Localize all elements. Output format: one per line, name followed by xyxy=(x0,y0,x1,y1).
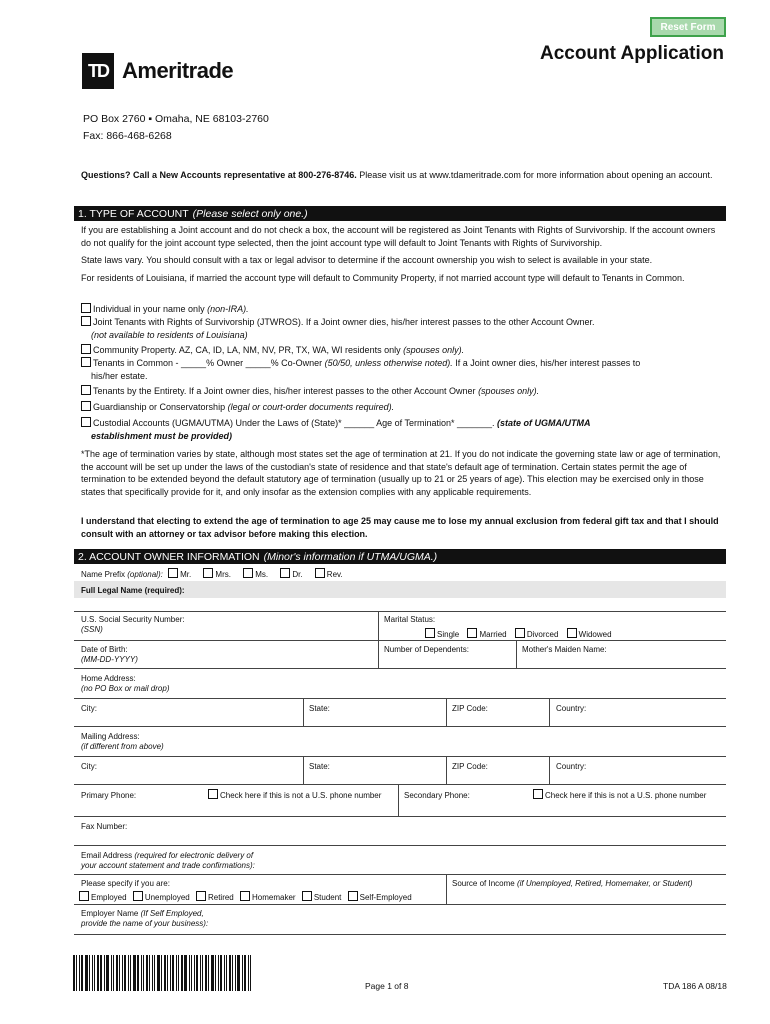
primary-non-us-checkbox[interactable] xyxy=(208,789,218,799)
option-custodial xyxy=(81,417,721,442)
mailing-address-field[interactable] xyxy=(81,732,164,752)
barcode-stripe xyxy=(133,955,136,991)
barcode-stripe xyxy=(124,955,126,991)
barcode-stripe xyxy=(89,955,90,991)
mailing-state-field[interactable]: State: xyxy=(309,762,330,771)
divider xyxy=(446,874,447,904)
divider xyxy=(74,874,726,875)
source-of-income-field[interactable] xyxy=(452,879,693,889)
mailing-country-field[interactable]: Country: xyxy=(556,762,587,771)
ssn-note: (SSN) xyxy=(81,625,103,634)
home-address-note: (no PO Box or mail drop) xyxy=(81,684,170,693)
understand-statement: I understand that electing to extend the age of termination to age 25 may cause me to lose my annual exclusion from federal gift tax and that I should consult with an attorney or tax advisor before making this election. xyxy=(81,516,719,539)
self-employed-label: Self-Employed xyxy=(359,893,412,902)
marital-single-label: Single xyxy=(437,630,460,639)
divider xyxy=(516,640,517,668)
marital-widowed-label: Widowed xyxy=(578,630,612,639)
entirety-checkbox[interactable] xyxy=(81,385,91,395)
barcode-stripe xyxy=(244,955,246,991)
custodial-note-a: (state of UGMA/UTMA xyxy=(494,418,591,428)
jtwros-checkbox[interactable] xyxy=(81,316,91,326)
primary-non-us-label: Check here if this is not a U.S. phone number xyxy=(220,791,382,800)
guardianship-label: Guardianship or Conservatorship xyxy=(93,402,226,412)
barcode-stripe xyxy=(149,955,150,991)
home-city-field[interactable]: City: xyxy=(81,704,97,713)
marital-label: Marital Status: xyxy=(384,615,436,624)
employment-options xyxy=(79,891,412,903)
mailing-city-field[interactable]: City: xyxy=(81,762,97,771)
divider xyxy=(303,698,304,726)
tenants-common-label-b: If a Joint owner dies, his/her interest passes to xyxy=(452,358,641,368)
home-address-label: Home Address: xyxy=(81,674,136,683)
barcode-stripe xyxy=(215,955,216,991)
barcode-stripe xyxy=(100,955,102,991)
divider xyxy=(74,726,726,727)
barcode-stripe xyxy=(178,955,179,991)
barcode-stripe xyxy=(137,955,139,991)
secondary-phone-field[interactable]: Secondary Phone: xyxy=(404,791,470,800)
barcode-stripe xyxy=(92,955,93,991)
marital-options xyxy=(425,628,612,640)
divider xyxy=(74,640,726,641)
individual-label: Individual in your name only xyxy=(93,304,205,314)
barcode-stripe xyxy=(200,955,201,991)
barcode-stripe xyxy=(128,955,129,991)
barcode-stripe xyxy=(176,955,177,991)
community-note: (spouses only). xyxy=(403,345,465,355)
prefix-dr-checkbox[interactable] xyxy=(280,568,290,578)
home-state-field[interactable]: State: xyxy=(309,704,330,713)
employer-note-b: provide the name of your business): xyxy=(81,919,209,928)
barcode-stripe xyxy=(152,955,153,991)
divider xyxy=(549,698,550,726)
barcode-stripe xyxy=(157,955,160,991)
community-checkbox[interactable] xyxy=(81,344,91,354)
self-employed-checkbox[interactable] xyxy=(348,891,358,901)
employer-note-a: (If Self Employed, xyxy=(140,909,204,918)
employed-checkbox[interactable] xyxy=(79,891,89,901)
mailing-zip-field[interactable]: ZIP Code: xyxy=(452,762,488,771)
homemaker-label: Homemaker xyxy=(252,893,296,902)
barcode-stripe xyxy=(119,955,120,991)
barcode-stripe xyxy=(73,955,75,991)
barcode-stripe xyxy=(237,955,240,991)
barcode-stripe xyxy=(226,955,227,991)
barcode-stripe xyxy=(224,955,225,991)
barcode-stripe xyxy=(104,955,105,991)
barcode-stripe xyxy=(170,955,171,991)
barcode-stripe xyxy=(97,955,99,991)
marital-divorced-checkbox[interactable] xyxy=(515,628,525,638)
prefix-mrs-checkbox[interactable] xyxy=(203,568,213,578)
barcode-stripe xyxy=(111,955,112,991)
divider xyxy=(74,845,726,846)
divider xyxy=(74,904,726,905)
barcode-stripe xyxy=(143,955,144,991)
entirety-note: (spouses only). xyxy=(478,386,540,396)
primary-phone-field[interactable]: Primary Phone: xyxy=(81,791,137,800)
full-legal-name-input[interactable] xyxy=(81,599,726,611)
barcode-stripe xyxy=(167,955,168,991)
section-2-subtitle: (Minor's information if UTMA/UGMA.) xyxy=(263,550,438,563)
home-zip-field[interactable]: ZIP Code: xyxy=(452,704,488,713)
barcode-stripe xyxy=(164,955,166,991)
barcode-stripe xyxy=(202,955,203,991)
barcode-stripe xyxy=(196,955,198,991)
barcode-stripe xyxy=(172,955,174,991)
name-prefix-note: (optional): xyxy=(127,570,163,579)
jtwros-label: Joint Tenants with Rights of Survivorship (JTWROS). If a Joint owner dies, his/her interest passes to the other Account Owner. xyxy=(93,317,595,327)
homemaker-checkbox[interactable] xyxy=(240,891,250,901)
barcode-stripe xyxy=(81,955,83,991)
marital-single-checkbox[interactable] xyxy=(425,628,435,638)
form-code: TDA 186 A 08/18 xyxy=(663,981,727,991)
divider xyxy=(74,934,726,935)
secondary-non-us-checkbox[interactable] xyxy=(533,789,543,799)
tenants-common-note: (50/50, unless otherwise noted). xyxy=(324,358,453,368)
employer-name-field[interactable] xyxy=(81,909,208,929)
student-checkbox[interactable] xyxy=(302,891,312,901)
divider xyxy=(446,756,447,784)
guardianship-checkbox[interactable] xyxy=(81,401,91,411)
barcode-stripe xyxy=(242,955,243,991)
home-address-field[interactable] xyxy=(81,674,169,694)
option-tenants-common xyxy=(81,357,721,382)
ssn-label: U.S. Social Security Number: xyxy=(81,615,185,624)
barcode-stripe xyxy=(106,955,109,991)
option-guardianship xyxy=(81,401,721,414)
custodial-checkbox[interactable] xyxy=(81,417,91,427)
barcode-stripe xyxy=(229,955,231,991)
section-1-header xyxy=(74,206,726,221)
barcode-stripe xyxy=(154,955,155,991)
prefix-rev-label: Rev. xyxy=(326,570,343,579)
name-prefix-label: Name Prefix xyxy=(81,570,126,579)
divider xyxy=(398,784,399,816)
ssn-field[interactable] xyxy=(81,615,185,635)
dob-field[interactable] xyxy=(81,645,138,665)
individual-note: (non-IRA). xyxy=(207,304,249,314)
divider xyxy=(74,784,726,785)
divider xyxy=(303,756,304,784)
divider xyxy=(74,668,726,669)
email-label: Email Address xyxy=(81,851,133,860)
divider xyxy=(549,756,550,784)
reset-form-button[interactable]: Reset Form xyxy=(650,17,726,37)
questions-bold: Questions? Call a New Accounts representative at 800-276-8746. xyxy=(81,170,357,180)
community-label: Community Property. AZ, CA, ID, LA, NM, NV, PR, TX, WA, WI residents only xyxy=(93,345,401,355)
barcode-stripe xyxy=(211,955,214,991)
marital-married-checkbox[interactable] xyxy=(467,628,477,638)
income-label: Source of Income xyxy=(452,879,515,888)
individual-checkbox[interactable] xyxy=(81,303,91,313)
tenants-common-label: Tenants in Common - _____% Owner _____% Co-Owner xyxy=(93,358,323,368)
option-individual xyxy=(81,303,721,316)
retired-checkbox[interactable] xyxy=(196,891,206,901)
fax-number: Fax: 866-468-6268 xyxy=(83,130,172,142)
barcode xyxy=(73,955,253,991)
divider xyxy=(74,816,726,817)
logo-wordmark: Ameritrade xyxy=(122,58,234,83)
unemployed-checkbox[interactable] xyxy=(133,891,143,901)
logo xyxy=(82,53,233,89)
barcode-stripe xyxy=(141,955,142,991)
barcode-stripe xyxy=(189,955,190,991)
barcode-stripe xyxy=(79,955,80,991)
mailing-address-note: (if different from above) xyxy=(81,742,164,751)
marital-widowed-checkbox[interactable] xyxy=(567,628,577,638)
student-label: Student xyxy=(313,893,342,902)
td-logo-mark: TD xyxy=(82,53,114,89)
divider xyxy=(74,698,726,699)
barcode-stripe xyxy=(205,955,207,991)
section-1-subtitle: (Please select only one.) xyxy=(192,207,308,220)
louisiana-text: For residents of Louisiana, if married the account type will default to Community Property, if not married account type will default to Tenants in Common. xyxy=(81,273,685,283)
barcode-stripe xyxy=(191,955,192,991)
barcode-stripe xyxy=(181,955,183,991)
specify-label: Please specify if you are: xyxy=(81,879,170,888)
email-note-a: (required for electronic delivery of xyxy=(134,851,254,860)
option-community xyxy=(81,344,721,357)
retired-label: Retired xyxy=(207,893,234,902)
section-2-title: 2. ACCOUNT OWNER INFORMATION xyxy=(78,550,260,563)
barcode-stripe xyxy=(130,955,131,991)
maiden-name-field[interactable]: Mother's Maiden Name: xyxy=(522,645,607,654)
tenants-common-label-c: his/her estate. xyxy=(91,370,148,381)
home-country-field[interactable]: Country: xyxy=(556,704,587,713)
custodial-note-b: establishment must be provided) xyxy=(91,430,233,441)
prefix-rev-checkbox[interactable] xyxy=(315,568,325,578)
divider xyxy=(446,698,447,726)
barcode-stripe xyxy=(161,955,162,991)
barcode-stripe xyxy=(113,955,114,991)
joint-default-text: If you are establishing a Joint account and do not check a box, the account will be registered as Joint Tenants with Rights of Survivorship. If the account owners do not qualify for the joint account type selected, then the joint account type will default to Joint Tenants with Rights of Survivorship. xyxy=(81,225,716,248)
mailing-address: PO Box 2760 ▪ Omaha, NE 68103-2760 xyxy=(83,113,269,125)
page-title: Account Application xyxy=(539,43,724,64)
barcode-stripe xyxy=(248,955,249,991)
barcode-stripe xyxy=(218,955,219,991)
prefix-mrs-label: Mrs. xyxy=(215,570,231,579)
email-field[interactable] xyxy=(81,851,255,871)
custodial-label: Custodial Accounts (UGMA/UTMA) Under the Laws of (State)* ______ Age of Termination* _______. xyxy=(93,418,495,428)
entirety-label: Tenants by the Entirety. If a Joint owner dies, his/her interest passes to the other Account Owner xyxy=(93,386,476,396)
questions-rest: Please visit us at www.tdameritrade.com for more information about opening an account. xyxy=(356,170,713,180)
questions-text xyxy=(81,169,721,182)
marital-married-label: Married xyxy=(479,630,507,639)
dob-note: (MM-DD-YYYY) xyxy=(81,655,138,664)
section-1-title: 1. TYPE OF ACCOUNT xyxy=(78,207,189,220)
secondary-non-us-label: Check here if this is not a U.S. phone number xyxy=(545,791,707,800)
tenants-common-checkbox[interactable] xyxy=(81,357,91,367)
guardianship-note: (legal or court-order documents required). xyxy=(227,402,395,412)
barcode-stripe xyxy=(194,955,195,991)
secondary-non-us-option xyxy=(533,789,706,801)
barcode-stripe xyxy=(94,955,95,991)
email-note-b: your account statement and trade confirmations): xyxy=(81,861,255,870)
prefix-ms-checkbox[interactable] xyxy=(243,568,253,578)
prefix-mr-label: Mr. xyxy=(180,570,192,579)
barcode-stripe xyxy=(116,955,118,991)
divider xyxy=(74,756,726,757)
marital-divorced-label: Divorced xyxy=(526,630,559,639)
barcode-stripe xyxy=(85,955,88,991)
barcode-stripe xyxy=(146,955,148,991)
option-entirety xyxy=(81,385,721,398)
barcode-stripe xyxy=(220,955,222,991)
divider xyxy=(74,611,726,612)
unemployed-label: Unemployed xyxy=(144,893,190,902)
section-2-header xyxy=(74,549,726,564)
full-legal-name-label: Full Legal Name (required): xyxy=(81,586,185,595)
prefix-dr-label: Dr. xyxy=(292,570,303,579)
jtwros-note: (not available to residents of Louisiana) xyxy=(91,329,248,340)
barcode-stripe xyxy=(235,955,236,991)
option-jtwros xyxy=(81,316,721,341)
fax-number-field[interactable]: Fax Number: xyxy=(81,822,128,831)
barcode-stripe xyxy=(184,955,187,991)
barcode-stripe xyxy=(250,955,251,991)
age-termination-note: *The age of termination varies by state, although most states set the age of termination at 21. If you do not indicate the governing state law or age of termination, the account will be set up under the laws of the custodian's state of residence and that state's default age of termination. Certain states permit the age of termination to be extended beyond the default statutory age of termination (usually up to 21 or 25 years of age). This election may be exercised only in those states that specifically provide for it, and only insofar as the extension complies with any applicable requirements. xyxy=(81,449,721,497)
prefix-mr-checkbox[interactable] xyxy=(168,568,178,578)
prefix-ms-label: Ms. xyxy=(255,570,269,579)
primary-non-us-option xyxy=(208,789,381,801)
income-note: (if Unemployed, Retired, Homemaker, or Student) xyxy=(516,879,693,888)
state-laws-text: State laws vary. You should consult with a tax or legal advisor to determine if the account ownership you wish to select is available in your state. xyxy=(81,255,653,265)
dependents-field[interactable]: Number of Dependents: xyxy=(384,645,469,654)
employed-label: Employed xyxy=(91,893,127,902)
barcode-stripe xyxy=(122,955,123,991)
barcode-stripe xyxy=(76,955,77,991)
mailing-address-label: Mailing Address: xyxy=(81,732,140,741)
name-prefix-row xyxy=(81,568,343,580)
barcode-stripe xyxy=(208,955,209,991)
barcode-stripe xyxy=(232,955,233,991)
employer-label: Employer Name xyxy=(81,909,139,918)
page-number: Page 1 of 8 xyxy=(365,981,409,991)
dob-label: Date of Birth: xyxy=(81,645,128,654)
